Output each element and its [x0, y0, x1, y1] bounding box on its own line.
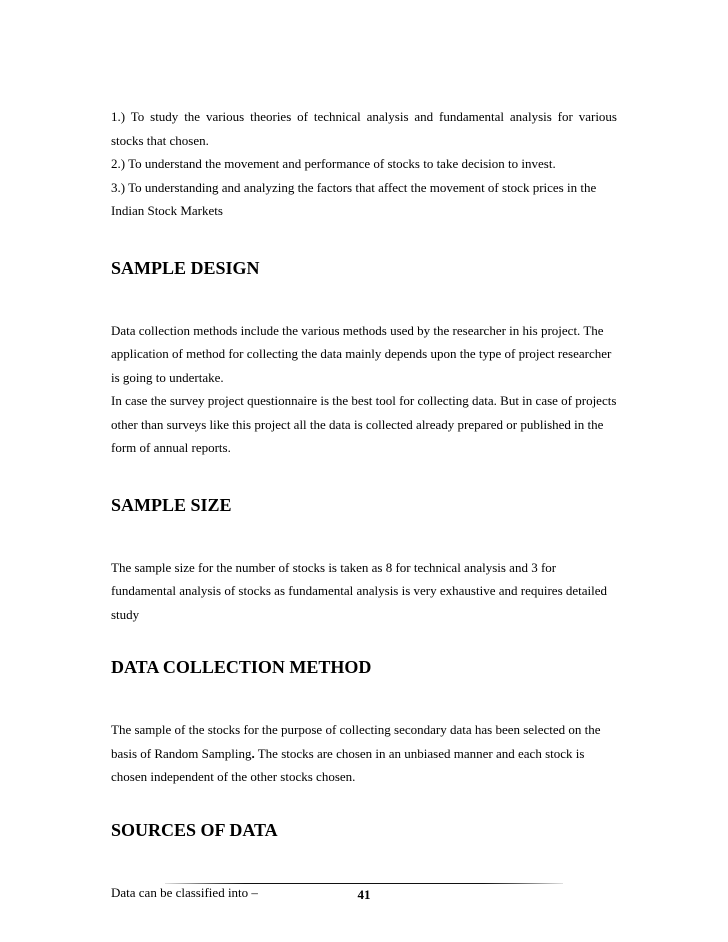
- sample-design-heading: SAMPLE DESIGN: [111, 257, 260, 278]
- sample-size-paragraph: The sample size for the number of stocks is taken as 8 for technical analysis and 3 for fundamental analysis of stocks as fundamental analysis is very exhaustive and requires detailed study: [111, 559, 608, 622]
- sample-size-heading: SAMPLE SIZE: [111, 494, 232, 515]
- objective-2: 2.) To understand the movement and performance of stocks to take decision to invest.: [111, 156, 556, 171]
- footer-rule: [165, 883, 563, 884]
- objective-3: 3.) To understanding and analyzing the factors that affect the movement of stock prices in the Indian Stock Markets: [111, 179, 597, 218]
- page-content: [111, 105, 617, 904]
- data-collection-heading: DATA COLLECTION METHOD: [111, 657, 372, 677]
- data-collection-text-a: The sample of the stocks for the purpose of collecting secondary data has been selected on the basis of Random Sampling: [111, 722, 601, 761]
- data-collection-text-c: The stocks are chosen in an unbiased manner and each stock is chosen independent of the other stocks chosen.: [111, 745, 585, 784]
- page-number: 41: [357, 887, 371, 902]
- objective-1: 1.) To study the various theories of technical analysis and fundamental analysis for various stocks that chosen.: [111, 109, 617, 148]
- sources-heading: SOURCES OF DATA: [111, 819, 278, 840]
- sources-paragraph: Data can be classified into –: [111, 884, 258, 900]
- data-collection-paragraph: [111, 718, 617, 789]
- data-collection-bold-period: .: [251, 745, 255, 761]
- sample-design-paragraph-1: Data collection methods include the various methods used by the researcher in his project. The application of method for collecting the data mainly depends upon the type of project researcher is going to undertake.: [111, 322, 612, 385]
- sample-design-paragraph-2: In case the survey project questionnaire is the best tool for collecting data. But in case of projects other than surveys like this project all the data is collected already prepared or published in the form of annual reports.: [111, 393, 617, 455]
